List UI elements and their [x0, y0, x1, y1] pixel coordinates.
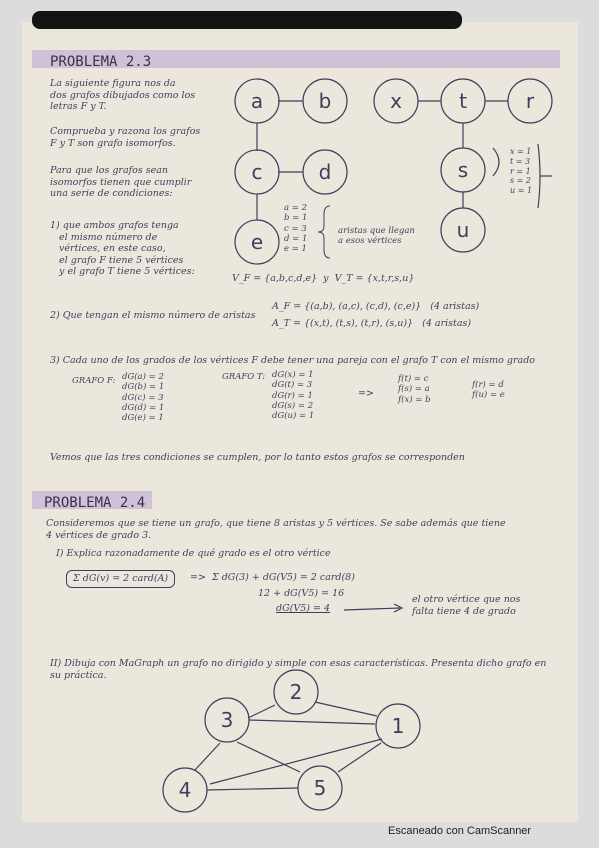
graph-2-4: [0, 660, 599, 820]
label-3: 3: [220, 708, 234, 732]
problem-2-4-statement: Consideremos que se tiene un grafo, que tiene 8 aristas y 5 vértices. Se sabe además que tiene 4 vértices de grado 3.: [46, 518, 506, 541]
grafo-T-degrees: dG(x) = 1 dG(t) = 3 dG(r) = 1 dG(s) = 2 dG(u) = 1: [272, 370, 315, 422]
result-note: el otro vértice que nos falta tiene 4 de grado: [412, 594, 521, 617]
label-e: e: [250, 230, 264, 254]
mapping-arrow: =>: [358, 388, 374, 399]
conditions-intro-text: Para que los grafos sean isomorfos tienen que cumplir una serie de condiciones:: [50, 165, 192, 200]
edges-T-text: A_T = {(x,t), (t,s), (t,r), (s,u)} (4 aristas): [272, 318, 472, 329]
label-u: u: [456, 218, 470, 242]
statement-text: La siguiente figura nos da dos grafos dibujados como los letras F y T.: [50, 78, 196, 113]
calc-line-2: 12 + dG(V5) = 16: [258, 588, 345, 599]
label-b: b: [318, 89, 332, 113]
label-c: c: [251, 160, 263, 184]
conclusion-text: Vemos que las tres condiciones se cumplen, por lo tanto estos grafos se corresponden: [50, 452, 465, 463]
camscanner-footer: Escaneado con CamScanner: [388, 825, 532, 837]
condition-3-text: 3) Cada uno de los grados de los vértices F debe tener una pareja con el grafo T con el mismo grado: [50, 355, 536, 366]
calc-line-1: => Σ dG(3) + dG(V5) = 2 card(8): [190, 572, 355, 583]
graphs-F-T: [0, 0, 599, 300]
label-t: t: [459, 89, 467, 113]
problem-2-4-header: [32, 491, 152, 509]
mapping-column-1: f(t) = c f(s) = a f(x) = b: [398, 374, 431, 405]
task-text: Comprueba y razona los grafos F y T son grafo isomorfos.: [50, 126, 201, 149]
label-r: r: [525, 89, 535, 113]
label-5: 5: [313, 776, 327, 800]
degree-note-text: aristas que llegan a esos vértices: [338, 226, 415, 247]
label-2: 2: [289, 680, 303, 704]
label-s: s: [457, 158, 469, 182]
problem-2-4-title: PROBLEMA 2.4: [44, 495, 146, 511]
grafo-F-label: GRAFO F:: [72, 376, 116, 386]
label-x: x: [390, 89, 402, 113]
vertex-sets-text: V_F = {a,b,c,d,e} y V_T = {x,t,r,s,u}: [232, 273, 415, 284]
formula-box: Σ dG(v) = 2 card(A): [66, 570, 175, 588]
grafo-T-label: GRAFO T:: [222, 372, 266, 382]
mapping-column-2: f(r) = d f(u) = e: [472, 380, 505, 401]
result-arrow: [0, 596, 420, 626]
degree-list-T: x = 1 t = 3 r = 1 s = 2 u = 1: [510, 147, 533, 195]
calc-line-3: dG(V5) = 4: [276, 603, 331, 614]
edges-F-text: A_F = {(a,b), (a,c), (c,d), (c,e)} (4 aristas): [272, 301, 480, 312]
label-1: 1: [391, 714, 405, 738]
label-4: 4: [178, 778, 192, 802]
part-2-text: II) Dibuja con MaGraph un grafo no dirigido y simple con esas características. Presenta dicho grafo en su práctica.: [50, 658, 547, 681]
grafo-F-degrees: dG(a) = 2 dG(b) = 1 dG(c) = 3 dG(d) = 1 dG(e) = 1: [122, 372, 165, 424]
label-d: d: [318, 160, 332, 184]
part-1-text: I) Explica razonadamente de qué grado es el otro vértice: [56, 548, 331, 559]
condition-1-text: 1) que ambos grafos tenga el mismo número de vértices, en este caso, el grafo F tiene 5 vértices y el grafo T tiene 5 vértices:: [50, 220, 195, 278]
label-a: a: [250, 89, 264, 113]
condition-2-text: 2) Que tengan el mismo número de aristas: [50, 310, 256, 321]
problem-2-3-title: PROBLEMA 2.3: [50, 54, 152, 70]
degree-list-F: a = 2 b = 1 c = 3 d = 1 e = 1: [284, 203, 308, 255]
